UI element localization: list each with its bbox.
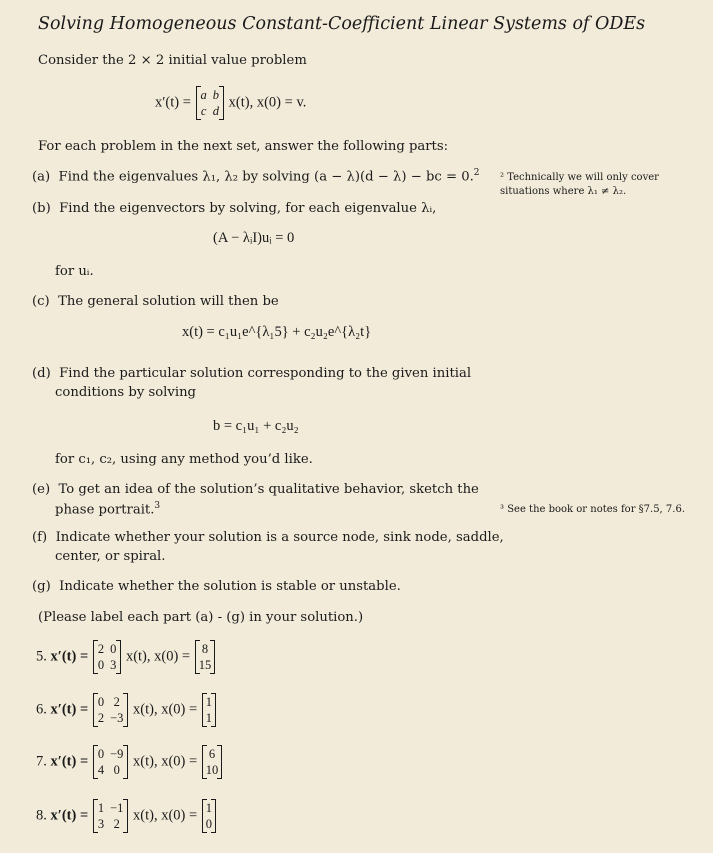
problem-7 [36,746,223,778]
part-d-for-text: for c₁, c₂, using any method you’d like. [55,452,313,467]
matrix-entry: 4 [97,763,105,777]
part-a-label: (a) [32,169,51,185]
part-e-label: (e) [32,482,51,497]
matrix-entry: 3 [97,817,105,831]
vector-entry: 1 [205,695,213,709]
part-b [32,201,436,216]
vector-entry: 8 [201,642,209,656]
coefficient-matrix [95,694,127,726]
part-e-text-1: To get an idea of the solution’s qualitative behavior, sketch the [58,482,479,497]
part-d-text-1: Find the particular solution corresponding to the given initial [59,366,472,381]
coefficient-matrix [95,800,127,832]
problem-8 [36,800,217,832]
matrix-entry: 0 [97,695,105,709]
eigenvector-equation: (A − λᵢI)uᵢ = 0 [213,230,295,246]
problem-6 [36,694,217,726]
vector-entry: 10 [205,763,219,777]
part-a-text: Find the eigenvalues λ₁, λ₂ by solving (a − λ)(d − λ) − bc = 0. [58,169,474,185]
matrix-entry: −9 [110,747,124,761]
general-solution-equation: x(t) = c₁u₁e^{λ₁5} + c₂u₂e^{λ₂t} [182,324,372,340]
sidenote-3: ³ See the book or notes for §7.5, 7.6. [500,504,685,515]
matrix-entry: 0 [97,747,105,761]
matrix-entry-b: b [212,88,220,102]
matrix-entry: 0 [110,642,117,656]
problem-middle: x(t), x(0) = [125,648,191,665]
part-b-for-text: for uᵢ. [55,264,94,279]
label-instruction: (Please label each part (a) - (g) in your solution.) [38,610,364,625]
initial-condition-equation: b = c₁u₁ + c₂u₂ [213,418,299,434]
part-d-text-2: conditions by solving [55,385,196,400]
instructions-text: For each problem in the next set, answer the following parts: [38,139,449,154]
part-b-label: (b) [32,201,51,216]
initial-vector [204,800,214,832]
matrix-entry: 2 [97,711,105,725]
part-g-text: Indicate whether the solution is stable or unstable. [59,579,401,594]
vector-entry: 15 [198,658,212,672]
part-f-text-1: Indicate whether your solution is a source node, sink node, saddle, [55,530,504,545]
part-f-label: (f) [32,530,48,545]
vector-entry: 1 [205,801,213,815]
problem-5 [36,641,216,673]
part-c-text: The general solution will then be [58,294,279,309]
part-b-text: Find the eigenvectors by solving, for each eigenvalue λᵢ, [59,201,437,216]
part-c-label: (c) [32,294,50,309]
problem-lhs: x′(t) = [50,701,89,718]
intro-text: Consider the 2 × 2 initial value problem [38,53,307,68]
initial-vector [197,641,214,673]
problem-middle: x(t), x(0) = [133,753,198,770]
matrix-entry: 0 [97,658,105,672]
sidenote-2: ² Technically we will only cover situations where λ₁ ≠ λ₂. [500,172,659,197]
general-ivp-lhs: x′(t) = [155,94,191,111]
general-matrix [198,87,223,119]
general-ivp-equation [155,87,306,119]
coefficient-matrix [95,641,120,673]
matrix-entry: 2 [113,695,120,709]
footnote-3-marker: 3 [154,501,161,511]
part-a [32,168,480,184]
problem-middle: x(t), x(0) = [133,701,198,718]
matrix-entry: −3 [110,711,124,725]
matrix-entry: 0 [113,763,120,777]
matrix-entry: 2 [97,642,105,656]
part-e-text-2: phase portrait. [55,502,155,518]
part-d-label: (d) [32,366,51,381]
problem-number: 6. [36,701,47,718]
initial-vector [204,746,221,778]
part-g [32,579,401,594]
general-ivp-rhs: x(t), x(0) = v. [228,94,307,111]
footnote-2-marker: 2 [473,168,480,178]
part-c [32,294,279,309]
problem-number: 7. [36,753,47,770]
matrix-entry: 2 [113,817,120,831]
part-d [32,366,471,381]
matrix-entry: 1 [97,801,105,815]
matrix-entry-d: d [212,104,220,118]
problem-lhs: x′(t) = [50,807,89,824]
initial-vector [204,694,214,726]
vector-entry: 1 [205,711,213,725]
problem-number: 5. [36,648,47,665]
part-e-line-2 [55,501,160,517]
vector-entry: 6 [208,747,216,761]
problem-middle: x(t), x(0) = [133,807,198,824]
matrix-entry: −1 [110,801,124,815]
page-title: Solving Homogeneous Constant-Coefficient Linear Systems of ODEs [38,14,646,34]
part-g-label: (g) [32,579,51,594]
matrix-entry: 3 [110,658,117,672]
part-e [32,482,479,497]
problem-number: 8. [36,807,47,824]
problem-lhs: x′(t) = [50,753,89,770]
vector-entry: 0 [205,817,213,831]
part-f-text-2: center, or spiral. [55,549,166,564]
part-f [32,530,504,545]
problem-lhs: x′(t) = [50,648,89,665]
coefficient-matrix [95,746,127,778]
matrix-entry-a: a [200,88,207,102]
matrix-entry-c: c [200,104,207,118]
